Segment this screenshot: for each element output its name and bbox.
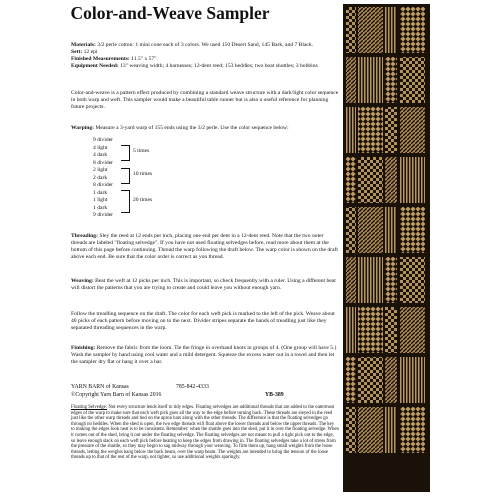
treadling-text: Follow the treadling sequence on the draft. The color for each weft pick is marked to the left of the pick. Weave about 40 picks of each pattern before moving on to the next. Divider stripes separate the hands of treadling just like they separated threading sequences in the warp. (71, 311, 335, 331)
weave-block (358, 307, 383, 353)
weave-block (400, 157, 425, 203)
weave-block (346, 257, 356, 303)
weave-block (385, 57, 397, 103)
copyright-line: ©Copyright Yarn Barn of Kansas 2016 (71, 392, 162, 398)
floating-selvedge-text: Not every structure lends itself to tidy edges. Floating selvedges are additional threads that are added to the outermost edges of the warp to make sure that each weft pick goes all the way to the edge before turning back. These threads are sleyed in the reed just like the other warp threads and tied on the apron bars along with the other threads. The difference is that the floating selvedges go through no heddles. When the shed is open, the two edge threads will float above the lower threads and below the upper threads. The key to making the edges look neat is to be consistent. Remember: when the shuttle goes into the shed, put it in over the floating selvedge. When it comes out of the shed, bring it out under the floating selvedge. The floating selvedges are not meant to pull a tight pick out to the edge, so leave enough slack on each weft pick before beating to keep the edges from drawing in. The floating selvedges take a lot of stress from the pressure of the shuttle, so they may begin to sag midway through your weaving. To firm them up, hang small weights from the loose threads, letting the weights hang below the back beam, over the warp beam. The weights are intended to bring the tension of the loose threads up to that of the rest of the warp, not tighter, so use additional weights sparingly. (71, 405, 339, 461)
weave-block (400, 57, 425, 103)
finishing-label: Finishing: (71, 345, 96, 351)
sequence-line: 2 light (93, 167, 108, 173)
threading-text: Sley the reed at 12 ends per inch, placing one end per dent in a 12-dent reed. Note that the two outer threads are labeled "floating selvedge". If you have not used floating selvedges before, read more about them at the bottom of this page before continuing. Thread the warp following the draft below. The warp color is shown on the draft above each end. Be sure that the color order is correct as you thread. (71, 233, 338, 260)
weave-block (358, 207, 383, 253)
warping-label: Warping: (71, 125, 95, 131)
bracket-label: 10 times (133, 171, 153, 177)
weave-block (385, 357, 397, 403)
weave-block (400, 357, 425, 403)
pattern-code: YB-389 (265, 392, 284, 398)
weaving-section (71, 278, 339, 292)
sequence-line: 1 dark (93, 204, 108, 211)
weave-block (346, 107, 356, 153)
finished-text: 11.5" x 57" (131, 55, 157, 62)
materials-text: 3/2 perle cotton: 1 mini cone each of 3 colors. We used 150 Desert Sand, 145 Bark, and 7 Black. (97, 42, 314, 48)
sequence-line: 4 dark (93, 152, 108, 158)
sett-label: Sett: (71, 48, 83, 55)
weave-block (400, 407, 425, 453)
sequence-line: 9 divider (93, 137, 114, 143)
sequence-line: 1 dark (93, 189, 108, 196)
weave-block (358, 357, 383, 403)
repeat-bracket (121, 168, 130, 184)
weave-block (385, 7, 397, 53)
materials-label: Materials: (71, 42, 96, 48)
sequence-line: 1 light (93, 197, 108, 203)
sequence-line: 4 light (93, 144, 108, 151)
weaving-text: Beat the weft at 12 picks per inch. This is important, so check frequently with a ruler. Using a different beat will distort the patterns that you are trying to create and could leave you without enough yarn. (71, 278, 336, 291)
repeat-bracket (121, 145, 130, 161)
weave-block (358, 107, 383, 153)
weave-block (385, 407, 397, 453)
sequence-line: 2 dark (93, 174, 108, 181)
weave-block (358, 257, 383, 303)
weave-block (400, 7, 425, 53)
weave-block (358, 157, 383, 203)
weave-block (385, 257, 397, 303)
weave-block (400, 307, 425, 353)
bracket-label: 5 times (133, 148, 150, 154)
weave-block (346, 157, 356, 203)
materials-section (71, 42, 339, 70)
weave-block (385, 207, 397, 253)
sequence-line: 8 divider (93, 182, 114, 188)
equipment-label: Equipment Needed: (71, 62, 119, 69)
finishing-text: Remove the fabric from the loom. Tie the fringe in overhand knots in groups of 4. (One group will have 5.) Wash the sampler by hand using cool water and a mild detergent. Squeeze the excess water out in a towel and then let the sampler dry flat or hang it over a bar. (71, 345, 337, 365)
weave-block (385, 107, 397, 153)
threading-label: Threading: (71, 233, 98, 239)
page-title: Color-and-Weave Sampler (70, 3, 270, 23)
weave-block (400, 257, 425, 303)
weaving-label: Weaving: (71, 278, 94, 284)
floating-selvedge-label: Floating Selvedge: (71, 405, 108, 410)
equipment-text: 13" weaving width; 4 harnesses; 12-dent reed; 153 heddles; two boat shuttles; 3 bobbins (120, 62, 318, 69)
weave-block (346, 407, 356, 453)
woven-sampler-photo (343, 4, 430, 492)
repeat-bracket (121, 190, 130, 213)
company-name: YARN BARN of Kansas (71, 384, 129, 390)
finished-label: Finished Measurements: (71, 55, 130, 62)
weave-block (400, 107, 425, 153)
company-phone: 785-842-4333 (176, 384, 209, 390)
weave-block (346, 357, 356, 403)
weave-block (358, 57, 383, 103)
weave-block (400, 207, 425, 253)
bracket-label: 20 times (133, 197, 153, 203)
sequence-line: 9 divider (93, 212, 114, 218)
floating-selvedge-section (71, 405, 339, 461)
threading-section (71, 233, 339, 261)
weave-block (346, 207, 356, 253)
weave-block (385, 157, 397, 203)
warping-text: Measure a 3-yard warp of 155 ends using the 3/2 perle. Use the color sequence below: (95, 125, 289, 131)
weave-block (358, 407, 383, 453)
color-sequence (93, 137, 193, 227)
finishing-section (71, 345, 339, 366)
treadling-paragraph (71, 311, 339, 332)
intro-text: Color-and-weave is a pattern effect produced by combining a standard weave structure with a dark/light color sequence in both warp and weft. This sampler would make a beautiful table runner but is also a useful reference for planning future projects. (71, 90, 339, 110)
weave-block (346, 57, 356, 103)
weave-block (346, 7, 356, 53)
sett-text: 12 epi (83, 48, 98, 55)
warping-section (71, 125, 339, 132)
intro-paragraph (71, 90, 339, 111)
sequence-line: 8 divider (93, 159, 114, 166)
weave-block (358, 7, 383, 53)
weave-block (346, 307, 356, 353)
weave-block (385, 307, 397, 353)
